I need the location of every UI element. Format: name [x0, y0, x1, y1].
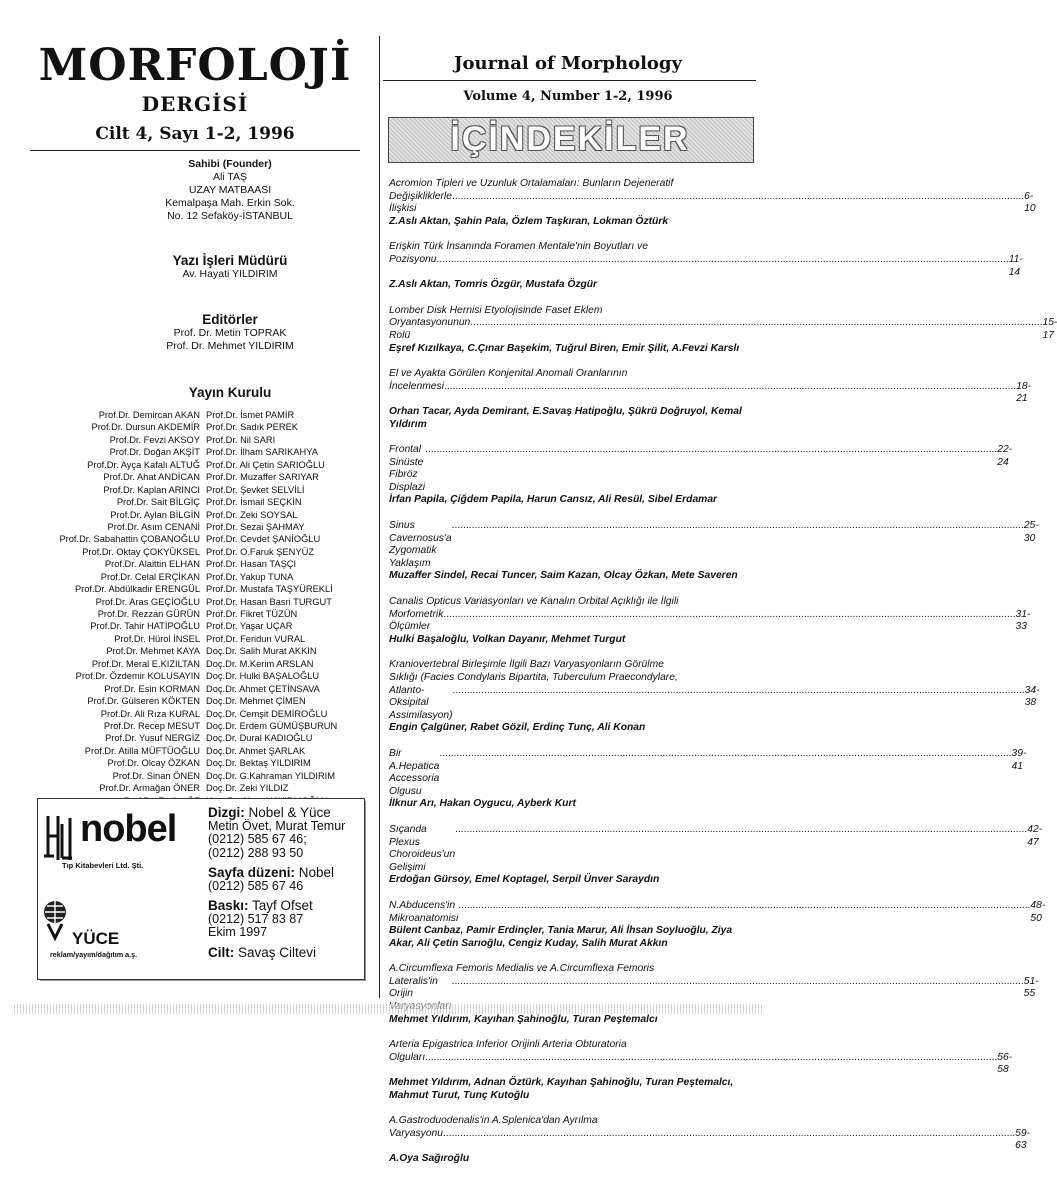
cilt-label: Cilt:	[208, 944, 235, 960]
board-member: Prof.Dr. Olcay ÖZKAN	[107, 758, 200, 769]
board-member: Prof.Dr. Sinan ÖNEN	[112, 770, 200, 781]
board-row	[40, 533, 370, 545]
sayfa-line: (0212) 585 67 46	[208, 878, 304, 893]
board-row	[40, 683, 370, 695]
nobel-logo-mark	[40, 810, 84, 866]
dizgi-line: (0212) 585 67 46;	[208, 832, 307, 846]
board-member: Prof.Dr. Celal ERÇİKAN	[100, 571, 200, 582]
toc-pages: 15-17	[1042, 317, 1057, 341]
credits-info	[208, 806, 364, 959]
editor-in-chief-block	[80, 253, 380, 281]
board-member: Prof.Dr. Feridun VURAL	[206, 633, 306, 644]
board-row	[40, 720, 370, 732]
toc-entry	[389, 304, 1057, 355]
toc-title-end: Olguları	[389, 1051, 426, 1063]
board-row	[40, 633, 370, 645]
board-row	[40, 658, 370, 670]
board-row	[40, 484, 370, 496]
toc-authors: Engin Çalgüner, Rabet Gözil, Erdinç Tunç, Ali Konan	[389, 722, 646, 734]
board-member: Prof.Dr. Sait BİLGİÇ	[116, 497, 200, 508]
board-label: Yayın Kurulu	[188, 385, 272, 400]
toc-title-line: Lomber Disk Hernisi Etyolojisinde Faset Eklem	[389, 304, 603, 316]
toc-entry	[389, 520, 1039, 583]
toc-title-end: Oryantasyonunun Rolü	[389, 317, 471, 341]
editor-name: Prof. Dr. Mehmet YILDIRIM	[166, 340, 294, 352]
board-row	[40, 509, 370, 521]
toc-authors: Erdoğan Gürsoy, Emel Koptagel, Serpil Ünver Saraydın	[389, 874, 660, 886]
editor-name: Prof. Dr. Metin TOPRAK	[173, 327, 287, 339]
board-member: Prof.Dr. Şevket SELVİLİ	[206, 484, 305, 495]
board-member: Prof.Dr. Özdemir KOLUSAYIN	[75, 671, 200, 682]
toc-pages: 51-55	[1023, 975, 1039, 1000]
board-member: Prof.Dr. Hasan TAŞÇI	[206, 559, 297, 570]
toc-leader-dots: ........................................................................................................................................................................................................	[470, 317, 1043, 329]
board-member: Doç.Dr. Dural KADIOĞLU	[206, 733, 313, 744]
toc-entry	[389, 368, 1032, 431]
board-member: Prof.Dr. Armağan ÖNER	[99, 783, 200, 794]
contents-heading: İÇİNDEKİLER	[450, 120, 690, 158]
toc-pages: 39-41	[1011, 747, 1027, 772]
board-member: Prof.Dr. Abdülkadir ERENGÜL	[74, 584, 200, 595]
baski-label: Baskı:	[208, 898, 249, 913]
board-row	[40, 596, 370, 608]
toc-authors: İrfan Papila, Çiğdem Papila, Harun Cansız, Ali Resül, Sibel Erdamar	[389, 494, 718, 506]
toc-pages: 59-63	[1015, 1127, 1031, 1152]
board-member: Prof.Dr. Ali Çetin SARIOĞLU	[206, 459, 325, 470]
toc-authors: Bülent Canbaz, Pamir Erdinçler, Tania Marur, Ali İhsan Soyluoğlu, Ziya Akar, Ali Çetin Sarıoğlu, Cengiz Kuday, Salih Murat Akkın	[389, 925, 733, 949]
owner-address-1: Kemalpaşa Mah. Erkin Sok.	[165, 197, 295, 209]
board-row	[40, 782, 370, 794]
board-member: Prof.Dr. Mehmet KAYA	[106, 646, 200, 657]
toc-title-end: İncelenmesi	[389, 380, 444, 392]
toc-authors: Z.Aslı Aktan, Tomris Özgür, Mustafa Özgür	[389, 279, 598, 291]
board-member: Prof.Dr. Yusuf NERGİZ	[105, 733, 200, 744]
board-member: Doç.Dr. Zeki YILDIZ	[206, 783, 289, 794]
toc-entry	[389, 963, 1039, 1026]
board-member: Prof.Dr. İsmail SEÇKİN	[206, 497, 302, 508]
toc-title-line: El ve Ayakta Görülen Konjenital Anomali Oranlarının	[389, 368, 628, 380]
sayfa-value: Nobel	[295, 865, 335, 880]
board-member: Prof.Dr. Hasan Basri TURGUT	[206, 596, 332, 607]
toc-leader-dots: ........................................................................................................................................................................................................	[451, 190, 1025, 202]
editors-block	[80, 312, 380, 353]
board-row	[40, 757, 370, 769]
baski-line: (0212) 517 83 87	[208, 911, 304, 926]
board-member: Doç.Dr. Erdem GÜMÜŞBURUN	[206, 720, 338, 731]
editorial-board-list	[40, 409, 370, 807]
toc-pages: 11-14	[1008, 253, 1023, 278]
toc-authors: Mehmet Yıldırım, Adnan Öztürk, Kayıhan Şahinoğlu, Turan Peştemalcı, Mahmut Turut, Tunç Kutoğlu	[389, 1077, 734, 1101]
toc-entry	[389, 747, 1027, 811]
toc-pages: 25-30	[1023, 520, 1039, 544]
board-member: Prof.Dr. Atilla MÜFTÜOĞLU	[84, 745, 200, 756]
toc-title-last-line	[389, 1051, 1013, 1077]
nobel-subtitle: Tıp Kitabevleri Ltd. Şti.	[62, 861, 144, 870]
board-member: Prof.Dr. Meral E.KIZILTAN	[91, 658, 200, 669]
toc-title-line: Arteria Epigastrica Inferior Orijinli Arteria Obturatoria	[389, 1039, 627, 1051]
toc-title-last-line	[389, 1127, 1031, 1153]
board-member: Prof.Dr. Hürol İNSEL	[114, 633, 200, 644]
toc-title-end: Morfometrik Ölçümler	[389, 608, 444, 633]
board-member: Prof.Dr. Cevdet ŞANİOĞLU	[206, 534, 321, 545]
board-member: Doç.Dr. Cemşit DEMİROĞLU	[206, 708, 328, 719]
toc-leader-dots: ........................................................................................................................................................................................................	[443, 1127, 1016, 1139]
board-member: Prof.Dr. Ali Rıza KURAL	[100, 708, 200, 719]
board-member: Doç.Dr. Mehmet ÇİMEN	[206, 696, 306, 707]
board-member: Doç.Dr. Hulki BAŞALOĞLU	[206, 671, 320, 682]
toc-entry	[389, 241, 1023, 291]
toc-title-last-line	[389, 190, 1036, 216]
toc-leader-dots: ........................................................................................................................................................................................................	[455, 823, 1028, 835]
journal-english-title: Journal of Morphology	[454, 53, 682, 74]
bottom-hatch	[14, 1004, 764, 1014]
board-member: Prof.Dr. Oktay ÇOKYÜKSEL	[82, 546, 200, 557]
dizgi-line: (0212) 288 93 50	[208, 845, 304, 860]
board-row	[40, 434, 370, 446]
toc-pages: 6-10	[1024, 190, 1036, 215]
toc-title-end: Değişikliklerle İlişkisi	[389, 190, 452, 215]
board-member: Prof.Dr. Ahat ANDİCAN	[103, 472, 200, 483]
toc-pages: 42-47	[1027, 823, 1043, 848]
board-member: Prof.Dr. Fevzi AKSOY	[109, 434, 200, 445]
toc-title-line: Kraniovertebral Birleşimle İlgili Bazı Varyasyonların Görülme	[389, 659, 664, 671]
board-member: Doç.Dr. M.Kerim ARSLAN	[206, 658, 314, 669]
yuce-subtitle: reklam/yayım/dağıtım a.ş.	[50, 950, 138, 959]
board-member: Prof.Dr. Esin KORMAN	[104, 683, 200, 694]
board-member: Prof.Dr. Mustafa TAŞYÜREKLİ	[206, 584, 333, 595]
dizgi-value: Nobel & Yüce	[244, 805, 331, 820]
board-member: Doç.Dr. Ahmet ÇETİNSAVA	[206, 683, 320, 694]
toc-entry	[389, 444, 1013, 507]
toc-title-last-line	[389, 608, 1031, 634]
toc-authors: Eşref Kızılkaya, C.Çınar Başekim, Tuğrul Biren, Emir Şilit, A.Fevzi Karslı	[389, 342, 740, 354]
toc-title-end: Sinus Cavernosus'a Zygomatik Yaklaşım	[389, 520, 452, 569]
toc-authors: Muzaffer Sindel, Recai Tuncer, Saim Kazan, Olcay Özkan, Mete Saveren	[389, 570, 738, 582]
column-divider	[379, 36, 380, 998]
board-member: Prof.Dr. Aylan BİLGİN	[110, 509, 200, 520]
board-member: Prof.Dr. Kaplan ARINCI	[103, 484, 200, 495]
owner-company: UZAY MATBAASI	[188, 184, 272, 196]
toc-leader-dots: ........................................................................................................................................................................................................	[439, 747, 1012, 759]
board-member: Doç.Dr. Bektaş YILDIRIM	[206, 758, 311, 769]
board-member: Prof.Dr. İlham SARIKAHYA	[206, 447, 318, 458]
board-member: Doç.Dr. Ahmet ŞARLAK	[206, 745, 306, 756]
board-member: Prof.Dr. Yaşar UÇAR	[206, 621, 293, 632]
board-member: Prof.Dr. Gülseren KÖKTEN	[87, 696, 200, 707]
toc-authors: A.Oya Sağıroğlu	[389, 1153, 470, 1164]
owner-name: Ali TAŞ	[212, 171, 248, 183]
toc-entry	[389, 899, 1046, 950]
board-row	[40, 608, 370, 620]
board-row	[40, 446, 370, 458]
board-row	[40, 732, 370, 744]
toc-entry	[389, 823, 1043, 887]
toc-title-last-line	[389, 380, 1032, 406]
toc-entry	[389, 659, 1040, 735]
sayfa-label: Sayfa düzeni:	[208, 865, 296, 880]
toc-title-end: N.Abducens'in Mikroanatomisi	[389, 899, 459, 924]
board-row	[40, 558, 370, 570]
toc-pages: 34-38	[1024, 684, 1040, 709]
board-row	[40, 770, 370, 782]
baski-line: Ekim 1997	[208, 925, 268, 939]
toc-entry	[389, 1115, 1031, 1165]
toc-title-line: A.Gastroduodenalis'in A.Splenica'dan Ayrılma	[389, 1115, 598, 1127]
toc-leader-dots: ........................................................................................................................................................................................................	[458, 899, 1031, 911]
board-member: Prof.Dr. Dursun AKDEMİR	[91, 422, 200, 433]
toc-title-end: Sıçanda Plexus Choroideus'un Gelişimi	[389, 823, 456, 873]
toc-authors: Mehmet Yıldırım, Kayıhan Şahinoğlu, Turan Peştemalcı	[389, 1013, 658, 1025]
board-row	[40, 695, 370, 707]
toc-leader-dots: ........................................................................................................................................................................................................	[443, 380, 1017, 392]
owner-label: Sahibi (Founder)	[188, 158, 272, 170]
toc-leader-dots: ........................................................................................................................................................................................................	[443, 608, 1016, 620]
board-member: Prof.Dr. Yakup TUNA	[206, 571, 294, 582]
toc-authors: Z.Aslı Aktan, Şahin Pala, Özlem Taşkıran, Lokman Öztürk	[389, 215, 669, 227]
owner-address-2: No. 12 Sefaköy-İSTANBUL	[167, 210, 293, 222]
toc-leader-dots: ........................................................................................................................................................................................................	[425, 1051, 998, 1063]
toc-title-last-line	[389, 520, 1039, 570]
toc-title-line: Acromion Tipleri ve Uzunluk Ortalamaları: Bunların Dejeneratif	[389, 178, 674, 189]
toc-entry	[389, 178, 1036, 228]
toc-title-line: Erişkin Türk İnsanında Foramen Mentale'nin Boyutları ve	[389, 241, 648, 253]
toc-pages: 22-24	[997, 444, 1013, 468]
board-row	[40, 496, 370, 508]
board-member: Prof.Dr. Doğan AKŞİT	[109, 447, 200, 458]
board-row	[40, 421, 370, 433]
toc-leader-dots: ........................................................................................................................................................................................................	[451, 520, 1024, 532]
board-member: Prof.Dr. Fikret TÜZÜN	[206, 609, 298, 619]
toc-authors: Orhan Tacar, Ayda Demirant, E.Savaş Hatipoğlu, Şükrü Doğruyol, Kemal Yıldırım	[389, 405, 742, 430]
board-member: Doç.Dr. G.Kahraman YILDIRIM	[206, 770, 335, 781]
toc-title-line: Canalis Opticus Variasyonları ve Kanalın Orbital Açıklığı ile İlgili	[389, 596, 679, 608]
toc-pages: 48-50	[1030, 899, 1046, 924]
toc-title-last-line	[389, 684, 1040, 723]
toc-pages: 18-21	[1016, 380, 1032, 405]
toc-pages: 31-33	[1015, 608, 1031, 633]
board-member: Prof.Dr. Rezzan GÜRÜN	[97, 609, 200, 619]
yuce-logo: YÜCE	[72, 929, 120, 948]
dizgi-label: Dizgi:	[208, 805, 245, 820]
board-member: Prof.Dr. Asım CENANİ	[107, 521, 200, 532]
board-row	[40, 546, 370, 558]
baski-value: Tayf Ofset	[248, 898, 313, 913]
board-member: Prof.Dr. Sezai ŞAHMAY	[206, 521, 305, 532]
board-member: Prof.Dr. Sadık PEREK	[206, 422, 298, 433]
board-member: Prof.Dr. Ayça Kafalı ALTUĞ	[87, 459, 200, 470]
editor-in-chief-label: Yazı İşleri Müdürü	[172, 253, 288, 268]
editors-label: Editörler	[202, 312, 258, 327]
board-member: Prof.Dr. Aras GEÇİOĞLU	[95, 596, 200, 607]
board-member: Prof.Dr. Recep MESUT	[103, 720, 200, 731]
board-row	[40, 620, 370, 632]
board-row	[40, 409, 370, 421]
toc-title-last-line	[389, 899, 1046, 925]
board-member: Prof.Dr. Sabahattin ÇOBANOĞLU	[59, 534, 200, 545]
toc-authors: İlknur Arı, Hakan Oygucu, Ayberk Kurt	[389, 798, 576, 810]
toc-title-line: Sıklığı (Facies Condylaris Bipartita, Tuberculum Praecondylare,	[389, 672, 678, 683]
journal-title: MORFOLOJİ	[38, 40, 352, 91]
board-row	[40, 459, 370, 471]
board-member: Prof.Dr. Tahir HATİPOĞLU	[90, 621, 200, 632]
board-member: Doç.Dr. Salih Murat AKKIN	[206, 646, 317, 657]
toc-title-last-line	[389, 444, 1013, 494]
editor-in-chief-name: Av. Hayati YILDIRIM	[182, 268, 278, 280]
toc-title-last-line	[389, 823, 1043, 874]
board-member: Prof.Dr. Alaittin ELHAN	[104, 559, 200, 570]
toc-leader-dots: ........................................................................................................................................................................................................	[436, 253, 1009, 265]
board-row	[40, 521, 370, 533]
issue-label: Cilt 4, Sayı 1-2, 1996	[95, 124, 295, 144]
board-row	[40, 645, 370, 657]
toc-title-end: Varyasyonu	[389, 1127, 443, 1139]
board-row	[40, 708, 370, 720]
toc-entry	[389, 596, 1031, 646]
toc-pages: 56-58	[997, 1051, 1013, 1076]
dizgi-line: Metin Övet, Murat Temur	[208, 818, 346, 833]
board-row	[40, 745, 370, 757]
board-member: Prof.Dr. Zeki SOYSAL	[206, 509, 298, 520]
toc-title-last-line	[389, 317, 1057, 342]
toc-leader-dots: ........................................................................................................................................................................................................	[425, 444, 998, 456]
left-rule	[30, 150, 360, 151]
right-rule	[383, 80, 756, 81]
toc-entry	[389, 1039, 1013, 1102]
toc-title-end: Pozisyonu	[389, 253, 437, 265]
board-member: Prof.Dr. İsmet PAMİR	[206, 410, 295, 420]
table-of-contents	[389, 178, 1057, 1179]
toc-title-last-line	[389, 253, 1023, 279]
toc-leader-dots: ........................................................................................................................................................................................................	[451, 975, 1024, 987]
journal-subtitle: DERGİSİ	[141, 92, 249, 116]
toc-title-last-line	[389, 747, 1027, 798]
toc-authors: Hulki Başaloğlu, Volkan Dayanır, Mehmet Turgut	[389, 633, 626, 645]
board-member: Prof.Dr. Nil SARI	[206, 434, 276, 445]
board-member: Prof.Dr. O.Faruk ŞENYÜZ	[206, 546, 314, 557]
nobel-logo: nobel	[80, 808, 177, 850]
toc-title-end: Lateralis'in Orijin	[389, 975, 438, 1000]
owner-block	[130, 158, 330, 223]
toc-leader-dots: ........................................................................................................................................................................................................	[452, 684, 1025, 696]
board-member: Prof.Dr. Demircan AKAN	[98, 410, 200, 420]
toc-title-line: A.Circumflexa Femoris Medialis ve A.Circumflexa Femoris	[389, 963, 655, 975]
toc-title-end: Frontal Sinüste Fibröz Displazi	[389, 444, 426, 493]
toc-title-end: Bir A.Hepatica Accessoria Olgusu	[389, 747, 440, 797]
board-row	[40, 471, 370, 483]
yuce-logo-globe-icon	[38, 898, 72, 940]
board-row	[40, 670, 370, 682]
cilt-value: Savaş Ciltevi	[234, 944, 317, 960]
board-row	[40, 571, 370, 583]
board-member: Prof.Dr. Muzaffer SARIYAR	[206, 472, 319, 483]
toc-title-end: Atlanto-Oksipital Assimilasyon)	[389, 684, 453, 721]
board-row	[40, 583, 370, 595]
volume-label: Volume 4, Number 1-2, 1996	[463, 89, 673, 104]
